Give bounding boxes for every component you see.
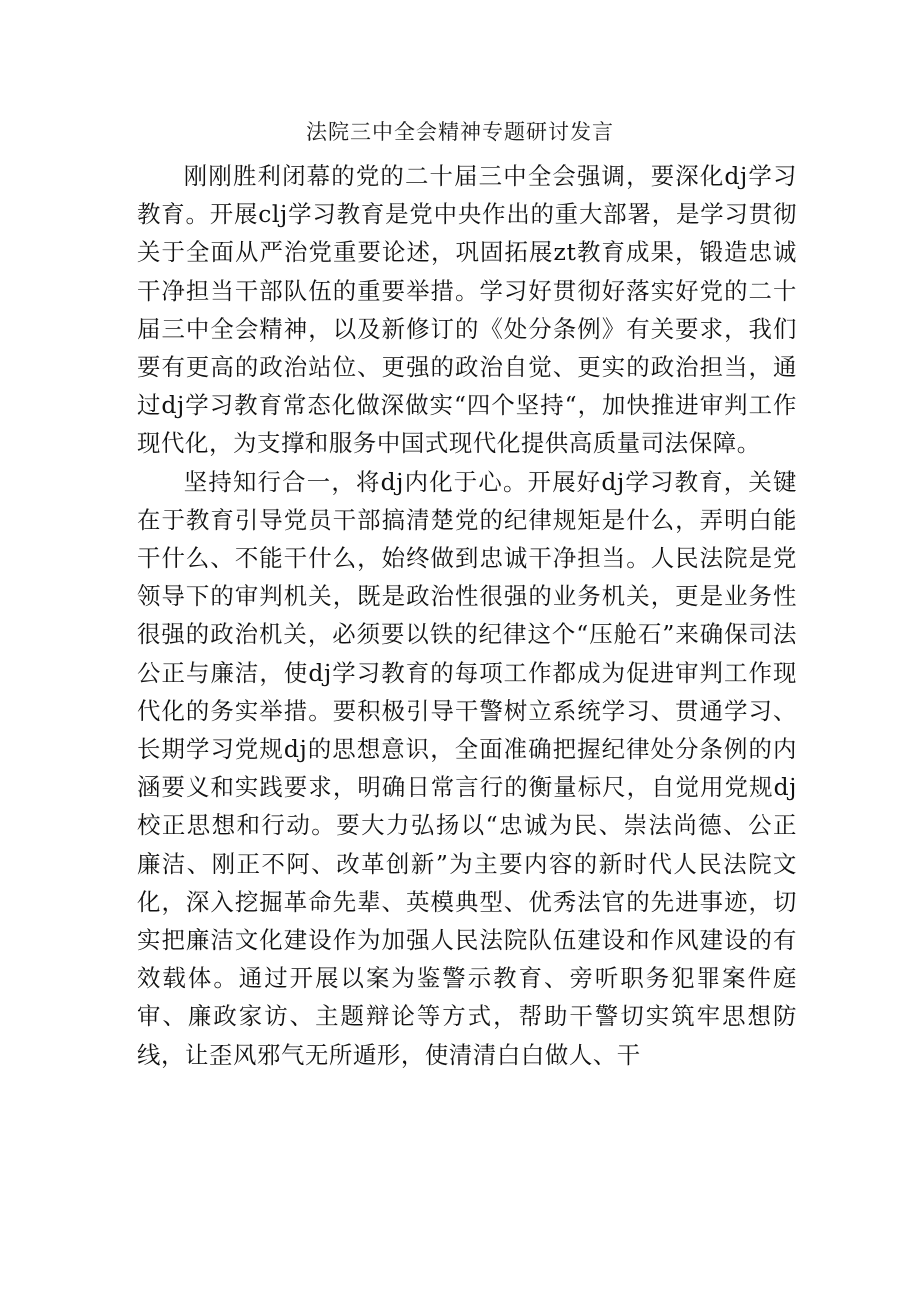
paragraph-intro: 刚刚胜利闭幕的党的二十届三中全会强调，要深化dj学习教育。开展clj学习教育是党中央作出的重大部署，是学习贯彻关于全面从严治党重要论述，巩固拓展zt教育成果，锻造忠诚干净担当干部队伍的重要举措。学习好贯彻好落实好党的二十届三中全会精神，以及新修订的《处分条例》有关要求，我们要有更高的政治站位、更强的政治自觉、更实的政治担当，通过dj学习教育常态化做深做实“四个坚持“，加快推进审判工作现代化，为支撑和服务中国式现代化提供高质量司法保障。 <box>137 162 797 458</box>
document-title: 法院三中全会精神专题研讨发言 <box>306 120 614 144</box>
document-body <box>137 157 797 1074</box>
paragraph-discipline: 坚持知行合一，将dj内化于心。开展好dj学习教育，关键在于教育引导党员干部搞清楚党的纪律规矩是什么，弄明白能干什么、不能干什么，始终做到忠诚干净担当。人民法院是党领导下的审判机关，既是政治性很强的业务机关，更是业务性很强的政治机关，必须要以铁的纪律这个“压舱石”来确保司法公正与廉洁，使dj学习教育的每项工作都成为促进审判工作现代化的务实举措。要积极引导干警树立系统学习、贯通学习、长期学习党规dj的思想意识，全面准确把握纪律处分条例的内涵要义和实践要求，明确日常言行的衡量标尺，自觉用党规dj校正思想和行动。要大力弘扬以“忠诚为民、崇法尚德、公正廉洁、刚正不阿、改革创新”为主要内容的新时代人民法院文化，深入挖掘革命先辈、英模典型、优秀法官的先进事迹，切实把廉洁文化建设作为加强人民法院队伍建设和作风建设的有效载体。通过开展以案为鉴警示教育、旁听职务犯罪案件庭审、廉政家访、主题辩论等方式，帮助干警切实筑牢思想防线，让歪风邪气无所遁形，使清清白白做人、干 <box>137 467 797 1069</box>
